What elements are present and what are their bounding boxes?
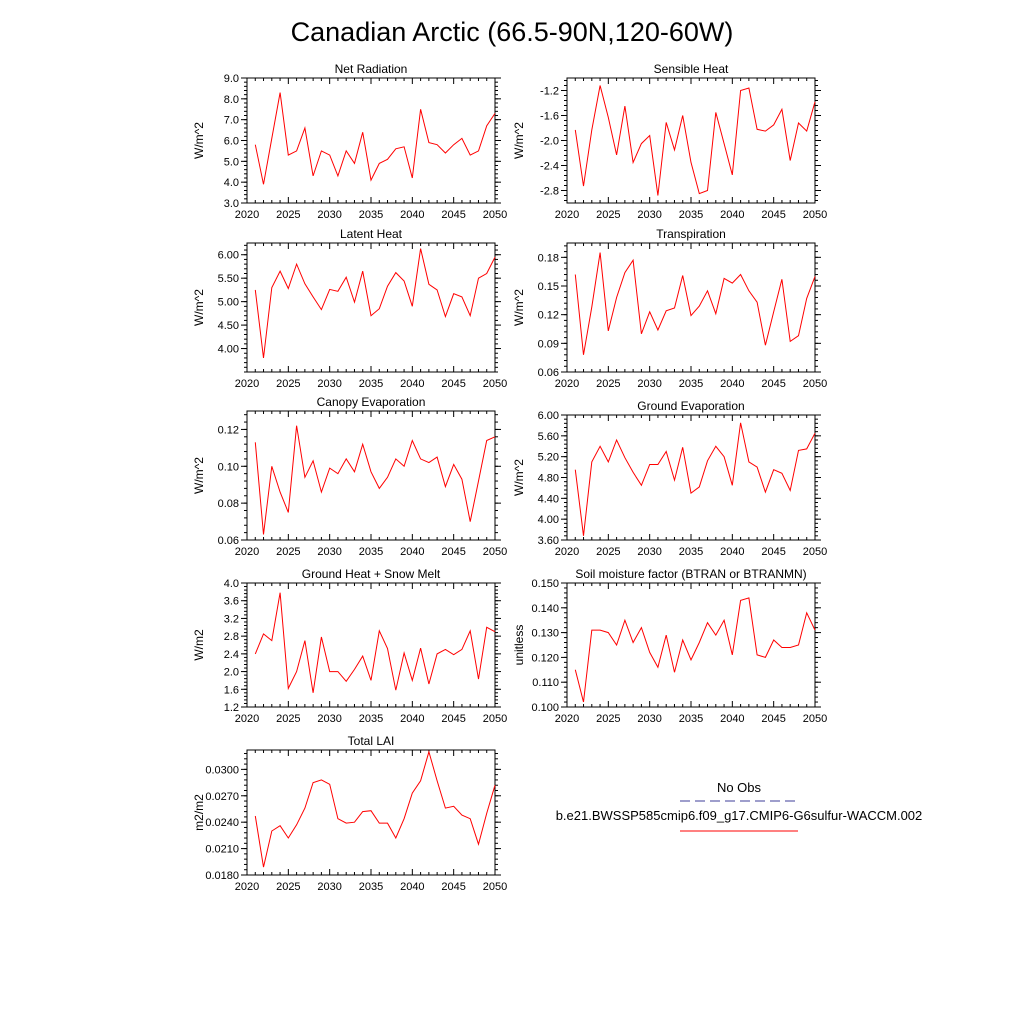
x-tick-label: 2030 bbox=[317, 209, 342, 221]
x-tick-label: 2025 bbox=[596, 713, 621, 725]
series-line bbox=[575, 253, 815, 355]
x-tick-label: 2040 bbox=[400, 378, 425, 390]
x-tick-label: 2020 bbox=[234, 713, 260, 725]
panel-title: Soil moisture factor (BTRAN or BTRANMN) bbox=[575, 567, 807, 581]
y-tick-label: 5.0 bbox=[223, 156, 239, 169]
y-tick-label: 0.06 bbox=[217, 535, 239, 547]
y-axis-label: W/m^2 bbox=[512, 122, 526, 159]
legend-label-model-run: b.e21.BWSSP585cmip6.f09_g17.CMIP6-G6sulfur-WACCM.002 bbox=[555, 808, 923, 823]
y-tick-label: 0.08 bbox=[217, 498, 239, 511]
panel-title: Transpiration bbox=[656, 227, 726, 241]
y-tick-label: 1.6 bbox=[223, 684, 239, 697]
x-tick-label: 2035 bbox=[678, 378, 704, 390]
x-tick-label: 2025 bbox=[596, 209, 621, 221]
x-tick-label: 2025 bbox=[276, 713, 301, 725]
panels bbox=[192, 62, 827, 893]
x-tick-label: 2035 bbox=[358, 546, 384, 558]
y-tick-label: 6.0 bbox=[223, 135, 239, 148]
x-tick-label: 2040 bbox=[400, 546, 425, 558]
y-tick-label: 3.2 bbox=[223, 613, 239, 626]
y-tick-label: 4.00 bbox=[537, 514, 559, 527]
x-tick-label: 2020 bbox=[554, 209, 580, 221]
x-tick-label: 2020 bbox=[234, 546, 260, 558]
y-tick-label: 0.140 bbox=[531, 602, 559, 615]
y-axis-label: W/m^2 bbox=[192, 457, 206, 494]
y-tick-label: -1.6 bbox=[540, 110, 559, 123]
y-tick-label: 8.0 bbox=[223, 93, 239, 106]
x-tick-label: 2030 bbox=[317, 378, 342, 390]
y-tick-label: 0.0180 bbox=[205, 870, 239, 882]
y-axis-label: W/m^2 bbox=[192, 122, 206, 159]
y-tick-label: 0.12 bbox=[537, 309, 559, 322]
x-tick-label: 2040 bbox=[400, 713, 425, 725]
y-tick-label: 0.10 bbox=[217, 461, 239, 474]
x-tick-label: 2025 bbox=[276, 546, 301, 558]
plot-frame bbox=[247, 78, 495, 203]
figure-title: Canadian Arctic (66.5-90N,120-60W) bbox=[290, 17, 734, 47]
x-tick-label: 2050 bbox=[802, 713, 828, 725]
y-tick-label: 4.0 bbox=[223, 578, 239, 590]
x-tick-label: 2050 bbox=[802, 546, 828, 558]
panel-title: Canopy Evaporation bbox=[316, 395, 426, 409]
plot-frame bbox=[567, 583, 815, 707]
plot-frame bbox=[247, 243, 495, 372]
y-axis-label: W/m^2 bbox=[512, 459, 526, 496]
x-tick-label: 2045 bbox=[761, 713, 786, 725]
x-tick-label: 2040 bbox=[720, 546, 745, 558]
series-line bbox=[575, 86, 815, 196]
panel-title: Ground Heat + Snow Melt bbox=[301, 567, 441, 581]
panel-ground-heat-snow-melt bbox=[192, 567, 507, 725]
x-tick-label: 2025 bbox=[276, 378, 301, 390]
y-tick-label: 0.0270 bbox=[205, 790, 239, 803]
x-tick-label: 2020 bbox=[234, 378, 260, 390]
x-tick-label: 2040 bbox=[720, 378, 745, 390]
x-tick-label: 2050 bbox=[482, 378, 508, 390]
panel-ground-evaporation bbox=[512, 399, 827, 558]
x-tick-label: 2020 bbox=[234, 209, 260, 221]
series-line bbox=[255, 426, 495, 535]
y-tick-label: 2.8 bbox=[223, 631, 239, 644]
x-tick-label: 2020 bbox=[554, 713, 580, 725]
y-tick-label: 0.0240 bbox=[205, 817, 239, 830]
panel-latent-heat bbox=[192, 227, 507, 390]
x-tick-label: 2025 bbox=[596, 378, 621, 390]
y-tick-label: 0.18 bbox=[537, 252, 559, 265]
panel-title: Total LAI bbox=[347, 734, 395, 748]
series-line bbox=[255, 593, 495, 693]
y-tick-label: 3.6 bbox=[223, 595, 239, 608]
x-tick-label: 2030 bbox=[637, 713, 662, 725]
y-tick-label: 3.0 bbox=[223, 198, 239, 210]
panel-canopy-evaporation bbox=[192, 395, 507, 558]
x-tick-label: 2035 bbox=[358, 378, 384, 390]
x-tick-label: 2030 bbox=[637, 209, 662, 221]
y-tick-label: 5.60 bbox=[537, 430, 559, 443]
y-tick-label: 9.0 bbox=[223, 73, 239, 85]
x-tick-label: 2050 bbox=[482, 546, 508, 558]
panel-total-lai bbox=[192, 734, 507, 893]
x-tick-label: 2040 bbox=[720, 713, 745, 725]
x-tick-label: 2020 bbox=[234, 881, 260, 893]
plot-frame bbox=[567, 243, 815, 372]
x-tick-label: 2045 bbox=[441, 713, 466, 725]
panel-net-radiation bbox=[192, 62, 507, 221]
y-tick-label: 5.20 bbox=[537, 451, 559, 464]
panel-title: Latent Heat bbox=[339, 227, 403, 241]
series-line bbox=[575, 423, 815, 536]
y-tick-label: -2.0 bbox=[540, 135, 559, 148]
panel-soil-moisture-factor-btran-or-btranmn bbox=[512, 567, 827, 725]
x-tick-label: 2045 bbox=[441, 546, 466, 558]
y-tick-label: -2.8 bbox=[540, 185, 559, 198]
legend-label-no-obs: No Obs bbox=[716, 780, 762, 795]
x-tick-label: 2035 bbox=[358, 881, 384, 893]
x-tick-label: 2045 bbox=[441, 209, 466, 221]
x-tick-label: 2030 bbox=[317, 881, 342, 893]
x-tick-label: 2025 bbox=[276, 209, 301, 221]
x-tick-label: 2045 bbox=[761, 378, 786, 390]
y-tick-label: 0.0210 bbox=[205, 843, 239, 856]
x-tick-label: 2050 bbox=[802, 378, 828, 390]
x-tick-label: 2045 bbox=[761, 546, 786, 558]
y-axis-label: W/m^2 bbox=[512, 289, 526, 326]
plot-frame bbox=[247, 750, 495, 875]
y-tick-label: 5.50 bbox=[217, 273, 239, 286]
y-tick-label: 7.0 bbox=[223, 114, 239, 127]
y-tick-label: 4.0 bbox=[223, 177, 239, 190]
y-tick-label: 0.0300 bbox=[205, 764, 239, 777]
panel-title: Ground Evaporation bbox=[637, 399, 745, 413]
x-tick-label: 2035 bbox=[678, 546, 704, 558]
x-tick-label: 2040 bbox=[400, 209, 425, 221]
plot-frame bbox=[247, 411, 495, 540]
y-axis-label: W/m^2 bbox=[192, 289, 206, 326]
y-tick-label: 1.2 bbox=[223, 702, 239, 714]
x-tick-label: 2050 bbox=[802, 209, 828, 221]
y-tick-label: 6.00 bbox=[217, 249, 239, 262]
y-tick-label: 0.15 bbox=[537, 281, 559, 293]
panel-transpiration bbox=[512, 227, 827, 390]
x-tick-label: 2050 bbox=[482, 713, 508, 725]
x-tick-label: 2030 bbox=[637, 378, 662, 390]
x-tick-label: 2045 bbox=[441, 881, 466, 893]
x-tick-label: 2030 bbox=[317, 546, 342, 558]
series-line bbox=[255, 752, 495, 867]
series-line bbox=[255, 249, 495, 358]
y-tick-label: 0.110 bbox=[532, 677, 559, 690]
y-tick-label: -2.4 bbox=[540, 160, 559, 173]
y-tick-label: 4.00 bbox=[217, 343, 239, 356]
x-tick-label: 2030 bbox=[317, 713, 342, 725]
y-tick-label: 0.100 bbox=[531, 702, 559, 714]
y-tick-label: 3.60 bbox=[537, 535, 559, 547]
series-line bbox=[255, 93, 495, 185]
x-tick-label: 2045 bbox=[441, 378, 466, 390]
x-tick-label: 2020 bbox=[554, 546, 580, 558]
plot-frame bbox=[567, 415, 815, 540]
x-tick-label: 2050 bbox=[482, 209, 508, 221]
x-tick-label: 2030 bbox=[637, 546, 662, 558]
y-tick-label: 6.00 bbox=[537, 410, 559, 422]
x-tick-label: 2035 bbox=[678, 713, 704, 725]
y-tick-label: 0.120 bbox=[531, 652, 559, 665]
x-tick-label: 2050 bbox=[482, 881, 508, 893]
y-tick-label: 4.80 bbox=[537, 472, 559, 485]
y-axis-label: unitless bbox=[512, 624, 526, 666]
x-tick-label: 2025 bbox=[596, 546, 621, 558]
y-tick-label: 4.50 bbox=[217, 320, 239, 333]
y-tick-label: 5.00 bbox=[217, 296, 239, 309]
x-tick-label: 2020 bbox=[554, 378, 580, 390]
x-tick-label: 2035 bbox=[358, 209, 384, 221]
panel-title: Net Radiation bbox=[334, 62, 408, 76]
x-tick-label: 2025 bbox=[276, 881, 301, 893]
x-tick-label: 2040 bbox=[720, 209, 745, 221]
y-axis-label: m2/m2 bbox=[192, 794, 206, 831]
x-tick-label: 2035 bbox=[358, 713, 384, 725]
legend bbox=[556, 780, 923, 831]
plot-frame bbox=[567, 78, 815, 203]
y-tick-label: 0.150 bbox=[531, 578, 559, 590]
y-axis-label: W/m2 bbox=[192, 629, 206, 661]
x-tick-label: 2040 bbox=[400, 881, 425, 893]
x-tick-label: 2045 bbox=[761, 209, 786, 221]
y-tick-label: 0.12 bbox=[217, 424, 239, 437]
x-tick-label: 2035 bbox=[678, 209, 704, 221]
y-tick-label: 4.40 bbox=[537, 493, 559, 506]
y-tick-label: 0.06 bbox=[537, 367, 559, 379]
y-tick-label: 0.130 bbox=[531, 627, 559, 640]
panel-title: Sensible Heat bbox=[653, 62, 729, 76]
y-tick-label: -1.2 bbox=[540, 85, 559, 98]
y-tick-label: 0.09 bbox=[537, 338, 559, 351]
y-tick-label: 2.0 bbox=[223, 666, 239, 679]
y-tick-label: 2.4 bbox=[223, 648, 239, 661]
series-line bbox=[575, 598, 815, 702]
panel-sensible-heat bbox=[512, 62, 827, 221]
